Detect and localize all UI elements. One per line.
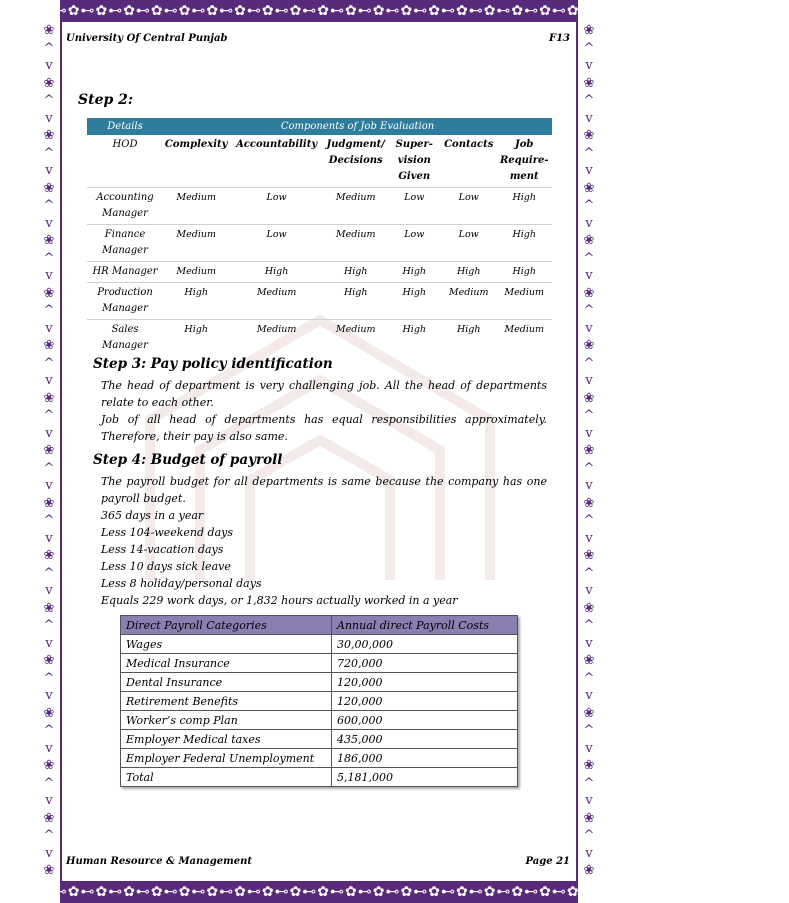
flower-border-icon: ✿⊷✿⊷✿⊷✿⊷✿⊷✿⊷✿⊷✿⊷✿⊷✿⊷✿⊷✿⊷✿⊷✿⊷✿⊷✿⊷✿⊷✿⊷✿⊷✿⊷✿⊷✿⊷✿⊷✿⊷✿⊷✿⊷✿⊷	[40, 3, 789, 19]
header-right: F13	[548, 33, 570, 44]
table-row	[121, 730, 518, 749]
table-cell: Medium	[324, 320, 388, 357]
table-cell: Low	[229, 225, 324, 262]
row-name: Production Manager	[87, 283, 163, 320]
table-row	[121, 711, 518, 730]
payroll-cost: 720,000	[332, 654, 518, 673]
table-cell: Medium	[496, 320, 552, 357]
table-cell: Medium	[163, 225, 229, 262]
table-cell: High	[324, 283, 388, 320]
step3-title: Step 3: Pay policy identification	[93, 356, 333, 372]
column-header: Job Require- ment	[499, 139, 549, 182]
table-cell: Medium	[324, 188, 388, 225]
table-cell: Low	[441, 188, 496, 225]
step4-line: Equals 229 work days, or 1,832 hours actually worked in a year	[101, 594, 458, 607]
table-row	[121, 768, 518, 787]
job-evaluation-table	[87, 118, 552, 356]
table-cell: High	[441, 320, 496, 357]
payroll-category: Worker’s comp Plan	[121, 711, 332, 730]
payroll-cost: 120,000	[332, 673, 518, 692]
table-row	[87, 188, 552, 225]
payroll-cost: 600,000	[332, 711, 518, 730]
payroll-category: Retirement Benefits	[121, 692, 332, 711]
step4-line: Less 14-vacation days	[101, 543, 224, 556]
table-cell: High	[496, 188, 552, 225]
table-cell: Medium	[163, 188, 229, 225]
table-cell: Low	[388, 225, 441, 262]
table-cell: Medium	[496, 283, 552, 320]
table-cell: Low	[229, 188, 324, 225]
table-cell: High	[324, 262, 388, 283]
step4-title: Step 4: Budget of payroll	[93, 452, 283, 468]
payroll-category: Employer Medical taxes	[121, 730, 332, 749]
payroll-cost: 5,181,000	[332, 768, 518, 787]
table-row	[87, 262, 552, 283]
column-header: HOD	[112, 139, 138, 150]
table-header-components: Components of Job Evaluation	[163, 118, 552, 135]
payroll-header: Direct Payroll Categories	[121, 616, 332, 635]
footer-left: Human Resource & Management	[66, 856, 252, 867]
payroll-cost: 120,000	[332, 692, 518, 711]
step4-line: Less 104-weekend days	[101, 526, 234, 539]
table-cell: High	[229, 262, 324, 283]
table-row	[121, 654, 518, 673]
step3-paragraph: Job of all head of departments has equal responsibilities approximately. Therefore, their pay is also same.	[101, 413, 547, 443]
row-name: Finance Manager	[87, 225, 163, 262]
table-cell: Low	[388, 188, 441, 225]
table-cell: Medium	[163, 262, 229, 283]
step4-line: Less 8 holiday/personal days	[101, 577, 262, 590]
payroll-costs-table	[120, 615, 518, 787]
table-header-details: Details	[87, 118, 163, 135]
table-cell: Medium	[441, 283, 496, 320]
flower-border-icon: ❀ ^ v ❀ ^ v ❀ ^ v ❀ ^ v ❀ ^ v ❀ ^ v ❀ ^ v ❀ ^ v ❀ ^ v ❀ ^ v ❀ ^ v ❀ ^ v ❀ ^ v ❀ ^ v ❀ ^ v ❀ ^ v ❀	[43, 23, 55, 878]
table-row	[87, 320, 552, 357]
table-cell: High	[496, 262, 552, 283]
table-cell: High	[441, 262, 496, 283]
table-cell: High	[163, 320, 229, 357]
table-cell: High	[388, 283, 441, 320]
row-name: HR Manager	[87, 262, 163, 283]
column-header: Super- vision Given	[395, 139, 433, 182]
column-header: Judgment/ Decisions	[326, 139, 385, 166]
header-left: University Of Central Punjab	[66, 33, 228, 44]
step3-paragraph: The head of department is very challenging job. All the head of departments relate to each other.	[101, 379, 547, 409]
payroll-header: Annual direct Payroll Costs	[332, 616, 518, 635]
payroll-category: Medical Insurance	[121, 654, 332, 673]
table-cell: High	[496, 225, 552, 262]
footer-right: Page 21	[525, 856, 570, 867]
step4-line: Less 10 days sick leave	[101, 560, 231, 573]
table-cell: Low	[441, 225, 496, 262]
row-name: Sales Manager	[87, 320, 163, 357]
payroll-cost: 30,00,000	[332, 635, 518, 654]
table-cell: High	[163, 283, 229, 320]
flower-border-icon: ✿⊷✿⊷✿⊷✿⊷✿⊷✿⊷✿⊷✿⊷✿⊷✿⊷✿⊷✿⊷✿⊷✿⊷✿⊷✿⊷✿⊷✿⊷✿⊷✿⊷✿⊷✿⊷✿⊷✿⊷✿⊷✿⊷✿⊷	[40, 884, 789, 900]
row-name: Accounting Manager	[87, 188, 163, 225]
table-cell: High	[388, 320, 441, 357]
table-cell: High	[388, 262, 441, 283]
payroll-category: Dental Insurance	[121, 673, 332, 692]
table-cell: Medium	[229, 320, 324, 357]
table-cell: Medium	[229, 283, 324, 320]
table-row	[121, 673, 518, 692]
payroll-cost: 435,000	[332, 730, 518, 749]
table-row	[87, 225, 552, 262]
table-row	[121, 635, 518, 654]
payroll-category: Wages	[121, 635, 332, 654]
table-row	[87, 283, 552, 320]
payroll-category: Total	[121, 768, 332, 787]
column-header: Contacts	[444, 139, 494, 150]
column-header: Accountability	[236, 139, 318, 150]
payroll-cost: 186,000	[332, 749, 518, 768]
flower-border-icon: ❀ ^ v ❀ ^ v ❀ ^ v ❀ ^ v ❀ ^ v ❀ ^ v ❀ ^ v ❀ ^ v ❀ ^ v ❀ ^ v ❀ ^ v ❀ ^ v ❀ ^ v ❀ ^ v ❀ ^ v ❀ ^ v ❀	[583, 23, 595, 878]
table-row	[121, 692, 518, 711]
step2-title: Step 2:	[78, 92, 134, 108]
table-cell: Medium	[324, 225, 388, 262]
table-row	[121, 749, 518, 768]
step4-line: 365 days in a year	[101, 509, 204, 522]
payroll-category: Employer Federal Unemployment	[121, 749, 332, 768]
step4-paragraph: The payroll budget for all departments is same because the company has one payroll budget.	[101, 475, 547, 505]
column-header: Complexity	[164, 139, 228, 150]
